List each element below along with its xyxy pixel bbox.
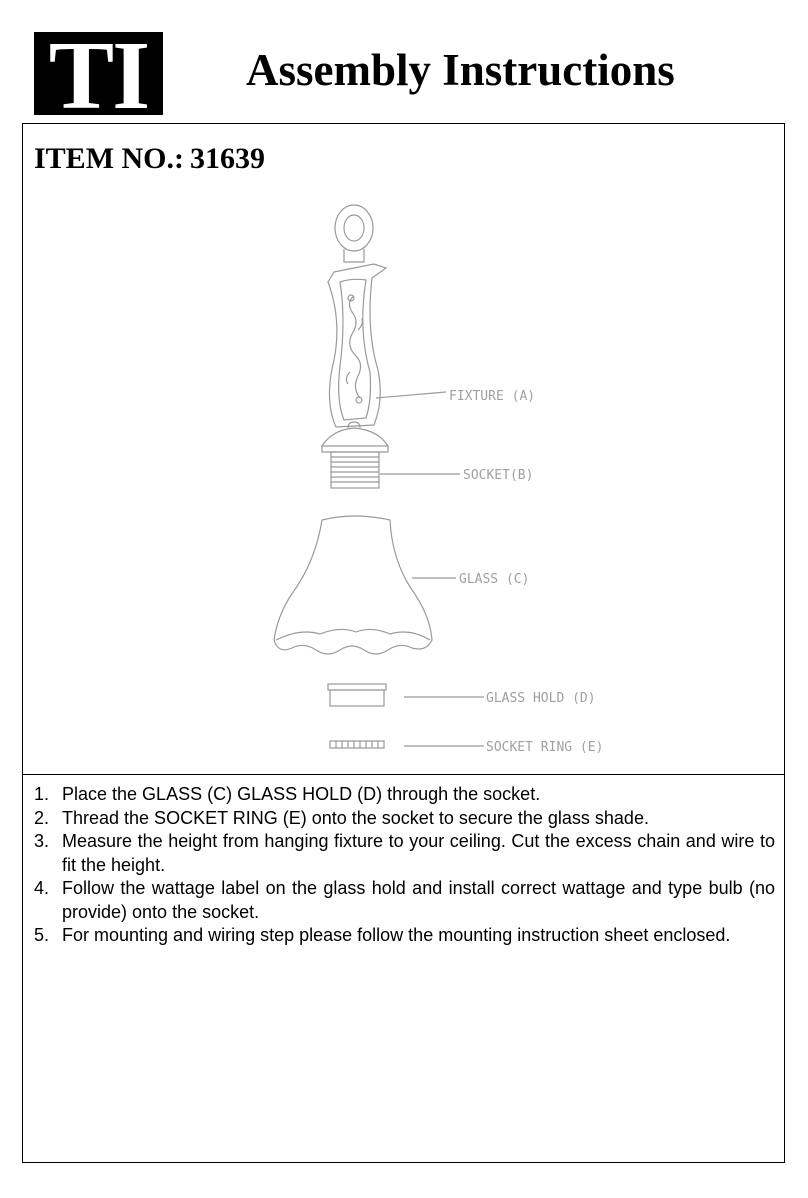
step-number: 1. — [34, 784, 50, 804]
document-title: Assembly Instructions — [246, 45, 675, 95]
step-number: 5. — [34, 925, 50, 945]
step-item — [34, 783, 775, 807]
item-number — [34, 144, 265, 174]
exploded-parts-diagram — [22, 190, 785, 770]
step-item — [34, 830, 775, 877]
logo-text: TI — [48, 21, 149, 130]
step-item — [34, 877, 775, 924]
part-label-glass-hold: GLASS HOLD (D) — [486, 691, 596, 706]
step-text: Follow the wattage label on the glass hold and install correct wattage and type bulb (no provide) onto the socket. — [62, 878, 775, 922]
part-label-socket-ring: SOCKET RING (E) — [486, 740, 604, 755]
step-text: Measure the height from hanging fixture to your ceiling. Cut the excess chain and wire to fit the height. — [62, 831, 775, 875]
part-label-socket: SOCKET(B) — [463, 468, 534, 483]
instruction-steps — [34, 783, 775, 948]
item-number-label: ITEM NO.: — [34, 142, 184, 175]
step-number: 2. — [34, 807, 50, 828]
glass-shade-icon — [274, 516, 432, 654]
step-number: 3. — [34, 831, 50, 851]
part-label-glass: GLASS (C) — [459, 572, 530, 587]
step-item — [34, 924, 775, 948]
part-label-fixture: FIXTURE (A) — [449, 389, 536, 404]
socket-ring-icon — [330, 741, 384, 748]
step-text: For mounting and wiring step please follow the mounting instruction sheet enclosed. — [62, 925, 731, 945]
fixture-icon — [328, 205, 386, 427]
brand-logo — [34, 21, 163, 130]
section-divider — [22, 774, 785, 775]
step-item — [34, 807, 775, 831]
glass-hold-icon — [328, 684, 386, 706]
item-number-value: 31639 — [190, 142, 265, 175]
socket-icon — [322, 422, 388, 488]
step-text: Thread the SOCKET RING (E) onto the socket to secure the glass shade. — [62, 807, 649, 828]
step-number: 4. — [34, 878, 50, 898]
step-text: Place the GLASS (C) GLASS HOLD (D) through the socket. — [62, 784, 541, 804]
